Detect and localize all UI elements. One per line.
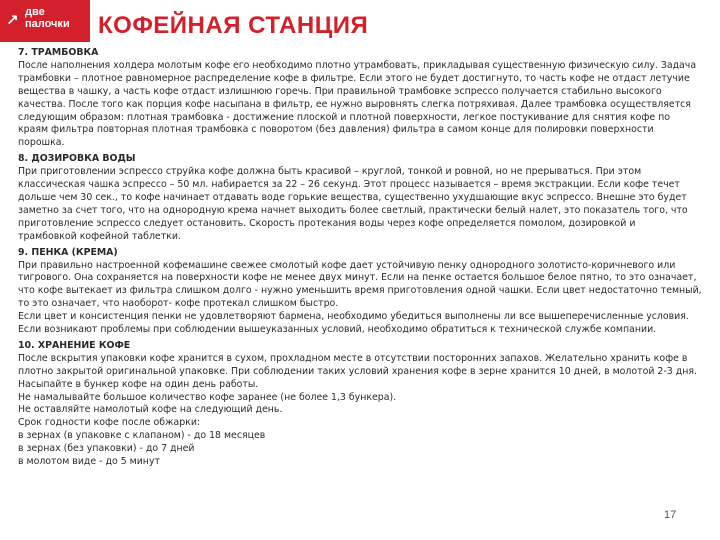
paragraph-line: Насыпайте в бункер кофе на один день работы. <box>18 378 259 390</box>
section-heading: 10. ХРАНЕНИЕ КОФЕ <box>18 339 131 351</box>
paragraph-line: в зернах (без упаковки) - до 7 дней <box>18 443 195 455</box>
paragraph-line: Не оставляйте намолотый кофе на следующий день. <box>18 404 283 416</box>
logo-wordmark <box>25 6 70 30</box>
paragraph-line: Не намалывайте большое количество кофе заранее (не более 1,3 бункера). <box>18 391 397 403</box>
brand-logo <box>0 0 90 42</box>
paragraph-line: Срок годности кофе после обжарки: <box>18 417 201 429</box>
paragraph-line: в зернах (в упаковке с клапаном) - до 18 месяцев <box>18 430 266 442</box>
logo-line-1: две <box>25 6 45 18</box>
logo-arrow-icon: ↗ <box>6 11 19 29</box>
paragraph-line: При правильно настроенной кофемашине свежее смолотый кофе дает устойчивую пенку однородного золотисто-коричневого или <box>18 259 676 271</box>
paragraph-line: трамбовки – плотное равномерное распределение кофе в фильтре. Если этого не будет достигнуто, то часть кофе не отдаст летучие <box>18 72 690 84</box>
paragraph-line: в молотом виде - до 5 минут <box>18 456 160 468</box>
paragraph-line: заметно за счет того, что на однородную крема начнет выходить более светлый, практически белый налет, это показатель того, что <box>18 204 688 216</box>
logo-line-2: палочки <box>25 18 70 30</box>
paragraph-line: качества. После того как порция кофе насыпана в фильтр, ее нужно выровнять слегка потряхивая. Далее трамбовка осуществляется <box>18 98 691 110</box>
paragraph-line: трамбовкой кофейной таблетки. <box>18 230 181 242</box>
paragraph-line: что кофе вытекает из фильтра слишком долго - нужно уменьшить время приготовления одной чашки. Если цвет недостаточно темный, <box>18 285 702 297</box>
section-heading: 7. ТРАМБОВКА <box>18 47 99 58</box>
paragraph-line: После наполнения холдера молотым кофе его необходимо плотно утрамбовать, прикладывая существенную физическую силу. Задача <box>18 59 697 71</box>
paragraph-line: то это означает, что наоборот- кофе протекал слишком быстро. <box>18 298 339 310</box>
paragraph-line: вещества в чашку, а часть кофе отдаст излишнюю горечь. При правильной трамбовке эспрессо получается стабильно высокого <box>18 85 662 97</box>
paragraph-line: порошка. <box>18 137 65 149</box>
paragraph-line: приготовление эспрессо следует остановить. Скорость протекания воды через кофе определяется помолом, дозировкой и <box>18 217 636 229</box>
paragraph-line: тигрового. Она сохраняется на поверхности кофе не менее двух минут. Если на пенке остается большое белое пятно, то это означает, <box>18 272 697 284</box>
paragraph-line: После вскрытия упаковки кофе хранится в сухом, прохладном месте в отсутствии посторонних запахов. Желательно хранить кофе в <box>18 352 688 364</box>
section-heading: 9. ПЕНКА (КРЕМА) <box>18 246 118 258</box>
paragraph-line: краям фильтра повторная плотная трамбовка с поворотом (без давления) фильтра в самом конце для полировки поверхности <box>18 124 654 136</box>
page-number: 17 <box>664 509 677 521</box>
paragraph-line: дольше чем 30 сек., то кофе начинает отдавать воде горькие вещества, существенно ухудшающие вкус эспрессо. Внешне это будет <box>18 191 687 203</box>
paragraph-line: При приготовлении эспрессо струйка кофе должна быть красивой – круглой, тонкой и ровной, но не прерываться. При этом <box>18 166 642 178</box>
paragraph-line: Если возникают проблемы при соблюдении вышеуказанных условий, необходимо обратиться к технической службе компании. <box>18 324 657 336</box>
paragraph-line: плотно закрытой оригинальной упаковке. При соблюдении таких условий хранения кофе в зерне хранится 10 дней, в молотой 2-3 дня. <box>18 365 697 377</box>
paragraph-line: классическая чашка эспрессо – 50 мл. набирается за 22 – 26 секунд. Этот процесс называется – время экстракции. Если кофе течет <box>18 179 680 191</box>
paragraph-line: Если цвет и консистенция пенки не удовлетворяют бармена, необходимо убедиться выполнены ли все вышеперечисленные условия. <box>18 311 689 323</box>
document-body <box>18 47 714 469</box>
page-title: КОФЕЙНАЯ СТАНЦИЯ <box>98 12 369 39</box>
paragraph-line: следующим образом: плотная трамбовка - достижение плоской и плотной поверхности, легкое постукивание для снятия кофе по <box>18 111 670 123</box>
section-heading: 8. ДОЗИРОВКА ВОДЫ <box>18 153 136 165</box>
